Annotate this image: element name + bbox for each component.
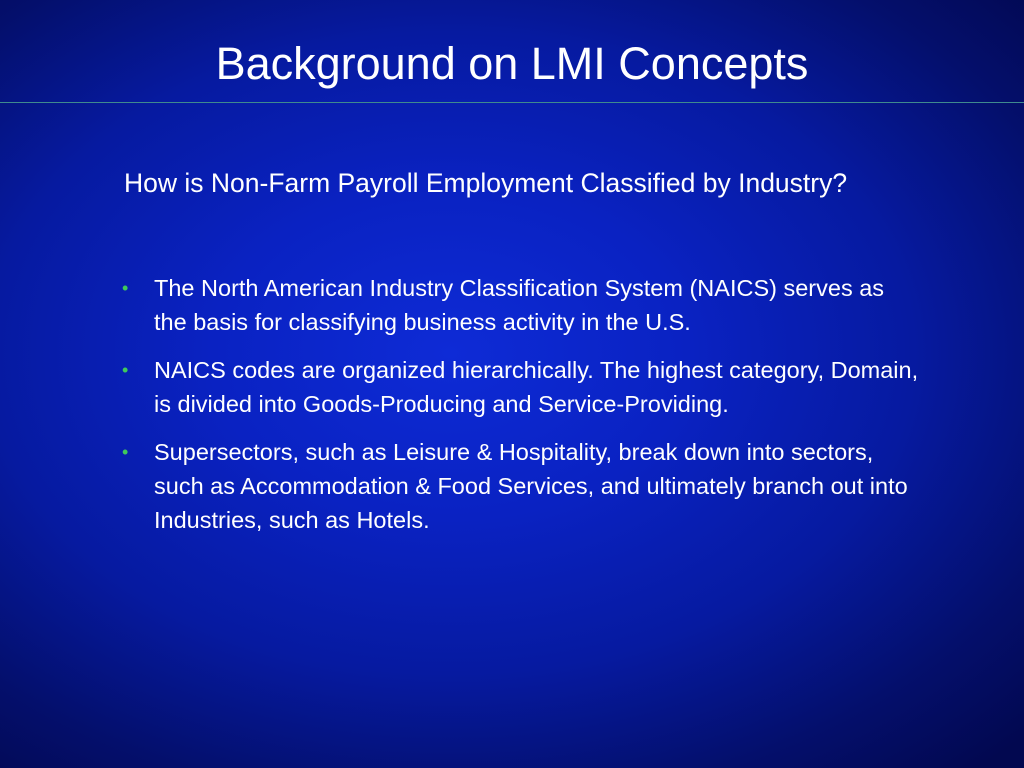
- bullet-list: [112, 271, 922, 551]
- slide-title: Background on LMI Concepts: [215, 38, 809, 89]
- bullet-text: Supersectors, such as Leisure & Hospitality, break down into sectors, such as Accommodation & Food Services, and ultimately branch out into Industries, such as Hotels.: [154, 439, 908, 533]
- bullet-icon: •: [122, 278, 129, 298]
- bullet-item: [112, 435, 922, 537]
- bullet-text: NAICS codes are organized hierarchically. The highest category, Domain, is divided into Goods-Producing and Service-Providing.: [154, 357, 919, 417]
- bullet-item: [112, 271, 922, 339]
- bullet-icon: •: [122, 360, 129, 380]
- bullet-text: The North American Industry Classification System (NAICS) serves as the basis for classifying business activity in the U.S.: [154, 275, 885, 335]
- bullet-item: [112, 353, 922, 421]
- bullet-icon: •: [122, 442, 129, 462]
- slide-subtitle: How is Non-Farm Payroll Employment Classified by Industry?: [124, 168, 848, 198]
- title-divider: [0, 102, 1024, 103]
